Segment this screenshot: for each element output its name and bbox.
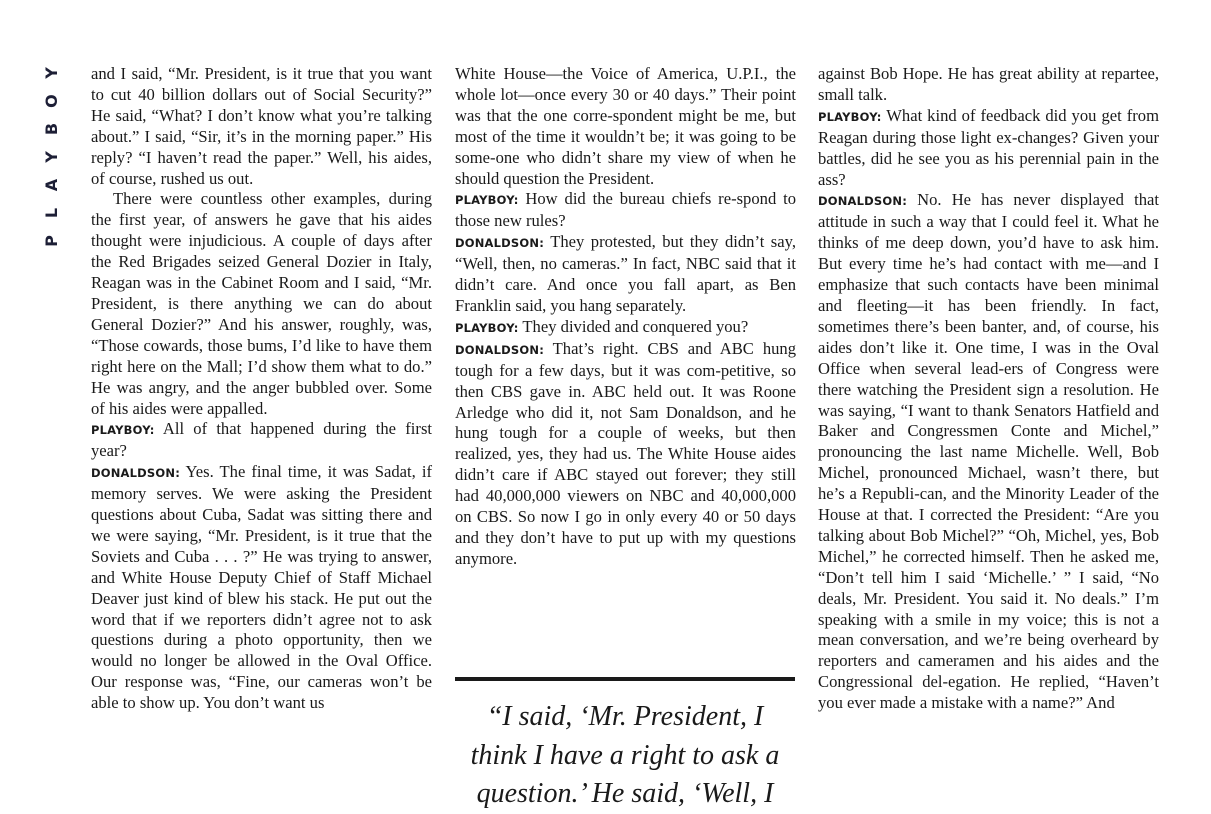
- text-line: spond to those new rules?: [455, 189, 796, 231]
- interview-exchange: [818, 190, 1159, 714]
- text-line: fleeting—it has been friendly. In fact,: [856, 295, 1159, 315]
- text-line: “Sir, it’s in the morning paper.” His reply?: [91, 126, 432, 167]
- text-line: 40,000,000 on CBS. So now I go in only: [455, 486, 796, 527]
- text-line: care if ABC stayed out forever; they still: [501, 465, 796, 485]
- text-line: you hang separately.: [550, 295, 687, 315]
- speaker-label: DONALDSON:: [818, 194, 908, 209]
- masthead-letter: L: [42, 207, 61, 219]
- text-line: sometimes there’s been banter, and, of: [818, 316, 1081, 336]
- text-line: No. He has never displayed: [917, 190, 1124, 210]
- text-line: that his aides thought were injudicious. A: [91, 210, 433, 251]
- pull-quote: [455, 698, 795, 814]
- text-line: you as his perennial pain in the ass?: [818, 148, 1159, 189]
- text-line: contact with me—and I emphasize that: [818, 254, 1159, 295]
- text-line: Michelle. Well, Bob Michel, pronounced: [818, 442, 1159, 483]
- text-line: one who didn’t share my view of: [495, 147, 731, 167]
- text-line: once you fall apart, as Ben Franklin said,: [455, 275, 796, 315]
- text-line: Sam Donaldson, and he hung tough for a: [455, 402, 796, 443]
- text-line: him I said ‘Michelle.’ ” I said, “No deals,: [818, 567, 1159, 608]
- body-paragraph: [91, 64, 432, 189]
- text-line: not a mean conversation, and we’re being: [818, 609, 1159, 650]
- masthead-letter: B: [42, 122, 61, 136]
- text-line: aides, of course, rushed us out.: [91, 147, 432, 188]
- pull-quote-line: question.’ He said, ‘Well, I: [476, 778, 774, 809]
- interview-exchange: [455, 339, 796, 570]
- text-line: hung tough for a few days, but it was com-: [455, 338, 796, 380]
- speaker-label: DONALDSON:: [455, 236, 545, 251]
- interview-exchange: [818, 106, 1159, 191]
- text-line: couple of days after the Red Brigades: [91, 231, 432, 272]
- text-line: roughly, was, “Those cowards, those: [91, 314, 432, 355]
- text-line: Yes. The final time, it was: [185, 462, 369, 482]
- text-line: didn’t agree not to ask questions during a: [91, 609, 432, 650]
- article-column-3: [818, 64, 1159, 714]
- playboy-masthead: [38, 62, 72, 252]
- text-line: petitive, so then CBS gave in. ABC held: [455, 360, 796, 401]
- text-line: changes? Given your battles, did he see: [818, 127, 1159, 168]
- interview-exchange: [455, 232, 796, 317]
- text-line: seized General Dozier in Italy, Reagan: [91, 252, 432, 293]
- text-line: White House Deputy Chief of Staff: [121, 567, 371, 587]
- text-line: and I said, “Mr. President, is it true that: [91, 64, 364, 83]
- interview-exchange: [455, 317, 796, 339]
- text-line: you want to cut 40 billion dollars out of: [91, 64, 432, 104]
- masthead-letter: Y: [42, 151, 61, 163]
- text-line: They divided and conquered: [522, 316, 712, 336]
- text-line: All of that happened during the: [162, 419, 397, 439]
- text-line: Baker and Congressmen Conte and: [818, 421, 1088, 441]
- text-line: President, is it true that the Soviets and: [91, 525, 432, 566]
- text-line: Cuba . . . ?” He was trying to answer, and: [91, 546, 432, 587]
- text-line: days.” Their point was that the one corre-: [455, 84, 796, 125]
- text-line: was in the Cabinet Room and I said, “Mr.: [146, 273, 432, 293]
- pull-quote-line: “I said, ‘Mr. President, I: [486, 701, 764, 732]
- speaker-label: PLAYBOY:: [818, 109, 882, 124]
- article-column-1: [91, 64, 432, 714]
- text-line: Sadat, if memory serves. We were asking: [91, 462, 432, 504]
- text-line: you?: [715, 316, 749, 336]
- text-line: know what you’re talking about.” I said,: [91, 105, 432, 146]
- text-line: was angry, and the anger bubbled over.: [116, 377, 388, 397]
- text-line: fact, NBC said that it didn’t care. And: [455, 254, 797, 295]
- text-line: it wouldn’t be; it was going to be some-: [455, 126, 796, 167]
- text-line: speaking with a smile in my voice; this is: [818, 609, 1117, 629]
- text-line: Michel,” pronouncing the last name: [818, 421, 1159, 462]
- interview-exchange: [91, 419, 432, 462]
- text-line: What kind of feedback did you: [886, 105, 1097, 125]
- speaker-label: DONALDSON:: [91, 466, 181, 481]
- text-line: President, is there anything we can do: [91, 293, 385, 313]
- body-paragraph: [818, 64, 1159, 106]
- text-line: didn’t say, “Well, then, no cameras.” In: [455, 232, 796, 274]
- text-line: made a mistake with a name?” And: [879, 693, 1115, 713]
- text-line: the Mall; I’d show them what to do.” He: [91, 356, 432, 397]
- speaker-label: PLAYBOY:: [455, 320, 519, 335]
- text-line: at that. I corrected the President: “Are: [866, 505, 1129, 525]
- text-line: such contacts have been minimal and: [818, 275, 1159, 315]
- text-line: President sign a resolution. He was saying,: [818, 379, 1159, 420]
- text-line: How did the bureau chiefs re-: [525, 189, 737, 209]
- masthead-letter: P: [42, 235, 61, 247]
- text-line: every 40 or 50 days and they don’t have to: [455, 507, 797, 547]
- text-line: against Bob Hope. He has great ability at: [818, 64, 1097, 83]
- text-line: Some of his aides were appalled.: [91, 377, 433, 418]
- pull-quote-line: think I have a right to ask a: [470, 739, 780, 771]
- text-line: Social Security?” He said, “What? I don’t: [91, 84, 432, 125]
- masthead-letter: Y: [42, 67, 61, 79]
- text-line: the President questions about Cuba, Sadat: [91, 484, 432, 525]
- text-line: had 40,000,000 viewers on NBC and: [455, 486, 715, 506]
- pullquote-rule: [455, 677, 795, 681]
- interview-exchange: [455, 189, 796, 232]
- text-line: “I want to thank Senators Hatfield and: [900, 400, 1159, 420]
- text-line: They protested, but they: [550, 232, 719, 252]
- body-paragraph: [455, 64, 796, 189]
- text-line: He put out the word that if we reporters: [91, 588, 432, 629]
- text-line: Michael Deaver just kind of blew his stack.: [91, 567, 432, 608]
- speaker-label: DONALDSON:: [455, 342, 545, 357]
- text-line: longer be allowed in the Oval Office. Our: [91, 651, 432, 692]
- interview-exchange: [91, 462, 432, 714]
- text-line: out. It was Roone Arledge who did it, not: [455, 381, 796, 422]
- text-line: response was, “Fine, our cameras won’t: [124, 672, 409, 692]
- text-line: himself. Then he asked me, “Don’t tell: [818, 546, 1159, 587]
- masthead-letter: O: [42, 94, 61, 108]
- text-line: White House—the Voice of America,: [455, 64, 719, 83]
- text-line: spondent might be me, but most of the time: [455, 105, 796, 146]
- text-line: that attitude in such a way that I could feel: [818, 190, 1159, 232]
- text-line: photo opportunity, then we would no: [91, 630, 432, 671]
- text-line: they had us. The White House aides didn’t: [455, 444, 797, 485]
- text-line: There were countless other examples,: [113, 189, 381, 209]
- masthead-letter: A: [42, 178, 61, 192]
- text-line: bums, I’d like to have them right here on: [91, 335, 432, 376]
- text-line: repartee, small talk.: [818, 64, 1159, 104]
- text-line: course, his aides don’t like it. One time, I: [818, 316, 1159, 357]
- speaker-label: PLAYBOY:: [455, 193, 519, 208]
- text-line: have to ask him. But every time he’s had: [818, 233, 1160, 274]
- text-line: was in the Oval Office when several lead-: [818, 337, 1159, 378]
- article-column-2: [455, 64, 796, 570]
- text-line: ers of Congress were there watching the: [818, 358, 1159, 399]
- text-line: about General Dozier?” And his answer,: [91, 293, 432, 334]
- text-line: during the first year, of answers he gave: [91, 189, 432, 230]
- text-line: it. What he thinks of me deep down, you’d: [818, 212, 1160, 253]
- speaker-label: PLAYBOY:: [91, 423, 155, 438]
- text-line: Mr. President. You said it. No deals.” I’m: [863, 588, 1159, 608]
- text-line: when he should question the President.: [455, 147, 796, 188]
- text-line: can, and the Minority Leader of the House: [818, 484, 1159, 525]
- text-line: egation. He replied, “Haven’t you ever: [818, 672, 1159, 713]
- text-line: Michael, wasn’t there, but he’s a Republi-: [818, 463, 1159, 504]
- text-line: you talking about Bob Michel?” “Oh,: [818, 505, 1159, 545]
- text-line: get from Reagan during those light ex-: [818, 105, 1159, 147]
- text-line: couple of weeks, but then realized, yes,: [455, 423, 796, 464]
- text-line: was sitting there and we were saying, “Mr.: [91, 505, 432, 545]
- text-line: overheard by reporters and cameramen: [818, 630, 1159, 671]
- text-line: and his aides and the Congressional del-: [818, 651, 1159, 692]
- text-line: That’s right. CBS and ABC: [552, 338, 754, 358]
- text-line: first year?: [91, 419, 433, 461]
- text-line: U.P.I., the whole lot—once every 30 or 40: [455, 64, 796, 104]
- body-paragraph: [91, 189, 432, 419]
- text-line: “I haven’t read the paper.” Well, his: [138, 147, 388, 167]
- text-line: Michel, yes, Bob Michel,” he corrected: [818, 525, 1159, 566]
- text-line: be able to show up. You don’t want us: [91, 672, 432, 713]
- text-line: put up with my questions anymore.: [455, 527, 796, 568]
